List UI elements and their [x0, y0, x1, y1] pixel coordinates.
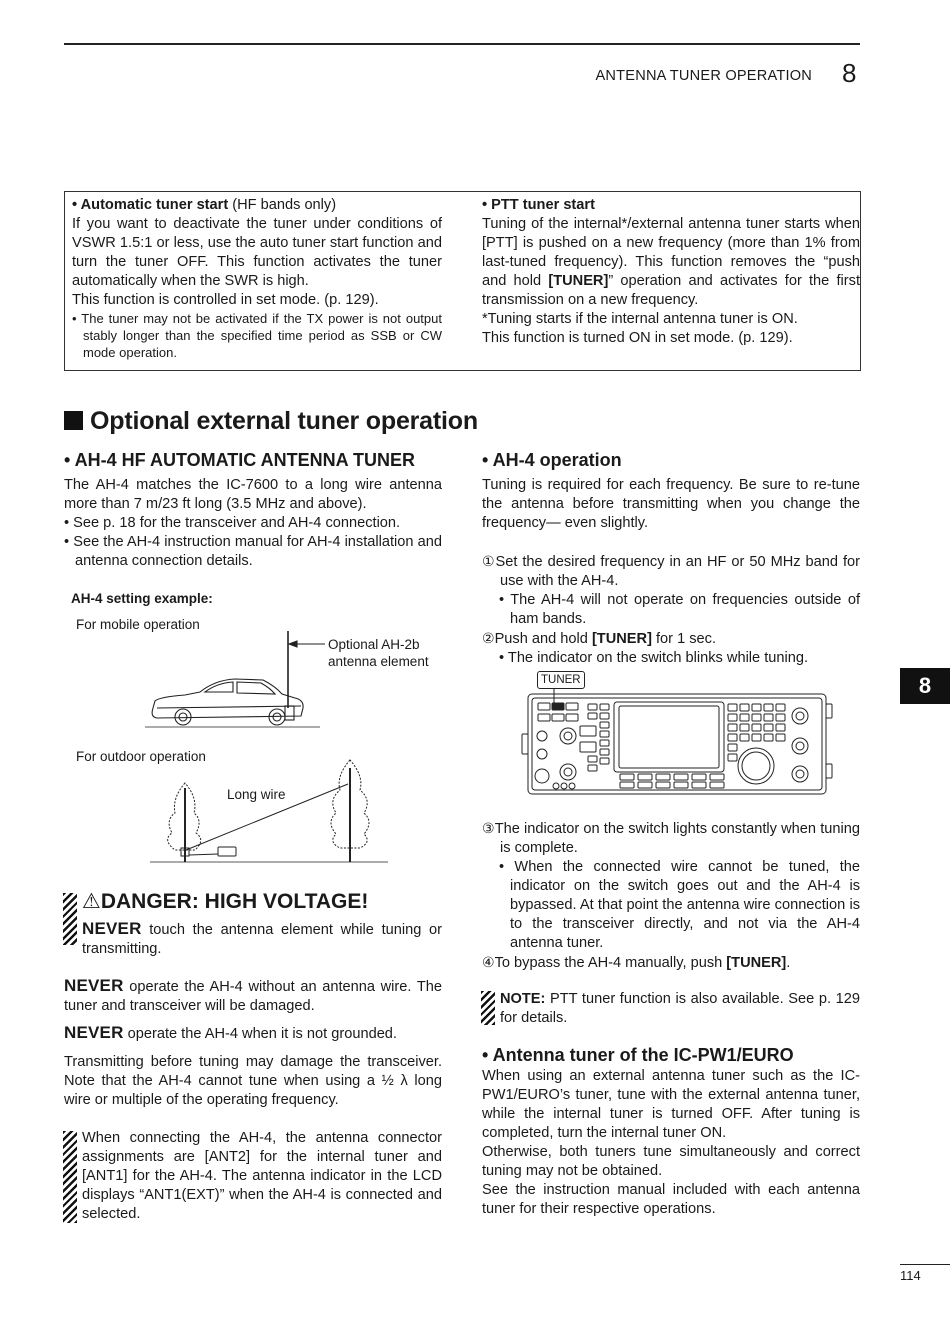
- ptt-note: NOTE: PTT tuner function is also available. See p. 129 for details.: [500, 991, 860, 1026]
- danger-heading: ⚠DANGER: HIGH VOLTAGE!: [82, 890, 369, 913]
- ic-pw1-body: [482, 1067, 860, 1219]
- ic-pw1-heading: • Antenna tuner of the IC-PW1/EURO: [482, 1045, 794, 1065]
- auto-tuner-start-note: • The tuner may not be activated if the TX power is not output stably longer than the specified time period as SSB or CW mode operation.: [72, 311, 442, 361]
- mobile-operation-label: For mobile operation: [76, 617, 200, 632]
- step-1: ①Set the desired frequency in an HF or 50 MHz band for use with the AH-4.: [482, 553, 860, 589]
- step-1-note: • The AH-4 will not operate on frequencies outside of ham bands.: [499, 592, 860, 627]
- lcd-bezel: [614, 702, 724, 772]
- ptt-tuner-start-body: Tuning of the internal*/external antenna tuner starts when [PTT] is pushed on a new frequency (more than 1% from last-tuned frequency). This function removes the “push and hold [TUNER]” operation and activates for the first transmission on a new frequency.: [482, 216, 860, 308]
- auto-tuner-start-body: If you want to deactivate the tuner under conditions of VSWR 1.5:1 or less, use the auto tuner start function and turn the tuner OFF. This function activates the tuner automatically when the SWR is high.: [72, 216, 442, 289]
- auto-tuner-start-block: [72, 196, 442, 362]
- ptt-tuner-start-note: *Tuning starts if the internal antenna tuner is ON.: [482, 311, 798, 327]
- ic-pw1-paragraph-1: When using an external antenna tuner such as the IC-PW1/EURO’s tuner, tune with the external antenna tuner, while the internal tuner is turned OFF. After tuning is completed, turn the internal tuner ON.: [482, 1068, 860, 1141]
- setting-example-label: AH-4 setting example:: [71, 591, 213, 606]
- step-list-1-2: [482, 552, 860, 668]
- chapter-number: 8: [842, 58, 857, 88]
- ptt-tuner-start-heading: • PTT tuner start: [482, 197, 595, 213]
- outdoor-operation-label: For outdoor operation: [76, 749, 206, 764]
- ah4-bullet-manual: • See the AH-4 instruction manual for AH-4 installation and antenna connection details.: [64, 534, 442, 569]
- outdoor-longwire-illustration: [150, 758, 395, 868]
- mobile-car-illustration: [145, 628, 330, 738]
- page-number: 114: [900, 1268, 921, 1283]
- step-3-note: • When the connected wire cannot be tuned, the indicator on the switch goes out and the AH-4 is bypassed. At that point the antenna wire connection is to the transceiver directly, and not via the AH-4 antenna tuner.: [499, 859, 860, 951]
- step-2: ②Push and hold [TUNER] for 1 sec.: [482, 630, 717, 647]
- step-3: ③The indicator on the switch lights constantly when tuning is complete.: [482, 820, 860, 856]
- right-tree: [331, 760, 369, 862]
- never-without-wire-warning: NEVER operate the AH-4 without an antenna wire. The tuner and transceiver will be damaged.: [64, 976, 442, 1014]
- never-ungrounded-warning: NEVER operate the AH-4 when it is not grounded.: [64, 1023, 397, 1042]
- lcd-screen: [619, 706, 719, 768]
- long-wire-label: Long wire: [227, 787, 286, 802]
- ah4-heading: • AH-4 HF AUTOMATIC ANTENNA TUNER: [64, 450, 415, 470]
- ah4-bullet-connection: • See p. 18 for the transceiver and AH-4 connection.: [64, 515, 401, 531]
- ptt-tuner-start-block: [482, 196, 860, 348]
- ic-pw1-paragraph-2: Otherwise, both tuners tune simultaneously and correct tuning may not be obtained.: [482, 1144, 860, 1179]
- square-bullet-icon: [64, 411, 83, 430]
- transceiver-box: [218, 847, 236, 856]
- car-body: [152, 679, 303, 718]
- ah4-tuner-box: [285, 706, 294, 720]
- left-tree: [168, 783, 201, 862]
- warning-hatch-icon: [63, 893, 77, 945]
- ptt-note-hatch-icon: [481, 991, 495, 1025]
- step-4: ④To bypass the AH-4 manually, push [TUNER].: [482, 954, 791, 971]
- auto-tuner-start-setmode: This function is controlled in set mode. (p. 129).: [72, 292, 379, 308]
- function-keys: [620, 774, 724, 788]
- step-2-note: • The indicator on the switch blinks while tuning.: [499, 650, 809, 666]
- note-hatch-icon: [63, 1131, 77, 1223]
- step-list-3-4: [482, 819, 860, 973]
- ah4-operation-heading: • AH-4 operation: [482, 450, 622, 470]
- auto-tuner-start-heading: • Automatic tuner start: [72, 197, 229, 213]
- main-dial: [738, 748, 774, 784]
- ah4-intro: The AH-4 matches the IC-7600 to a long wire antenna more than 7 m/23 ft long (3.5 MHz and above). • See p. 18 for the transceiver and AH-4 connection. • See the AH-4 instruction manual for AH-4 installation and antenna connection details.: [64, 477, 442, 569]
- footer-rule: [900, 1264, 950, 1265]
- ah4-operation-intro: Tuning is required for each frequency. Be sure to re-tune the antenna before transmitting when you change the frequency— even slightly.: [482, 477, 860, 531]
- warning-triangle-icon: ⚠: [82, 890, 101, 913]
- tuner-button: [552, 703, 564, 710]
- ic-pw1-paragraph-3: See the instruction manual included with each antenna tuner for their respective operations.: [482, 1182, 860, 1217]
- header-rule: [64, 43, 860, 45]
- left-button-column: [588, 704, 609, 771]
- chapter-side-tab: 8: [900, 668, 950, 704]
- tuner-callout-label: TUNER: [537, 671, 585, 689]
- never-touch-warning: NEVER touch the antenna element while tuning or transmitting.: [82, 919, 442, 957]
- connection-note: When connecting the AH-4, the antenna connector assignments are [ANT2] for the internal tuner and [ANT1] for the AH-4. The antenna indicator in the LCD displays “ANT1(EXT)” when the AH-4 is connected and selected.: [82, 1130, 442, 1222]
- section-heading: Optional external tuner operation: [64, 407, 478, 436]
- transmitting-caution: Transmitting before tuning may damage the transceiver. Note that the AH-4 cannot tune when using a ½ λ long wire or multiple of the operating frequency.: [64, 1054, 442, 1108]
- running-header-title: ANTENNA TUNER OPERATION: [595, 68, 812, 84]
- ptt-tuner-start-setmode: This function is turned ON in set mode. (p. 129).: [482, 330, 793, 346]
- antenna-element-label: Optional AH-2b antenna element: [328, 637, 429, 669]
- long-wire-line: [186, 784, 348, 850]
- transceiver-front-panel-illustration: [518, 686, 834, 804]
- auto-tuner-start-qualifier: (HF bands only): [228, 197, 337, 213]
